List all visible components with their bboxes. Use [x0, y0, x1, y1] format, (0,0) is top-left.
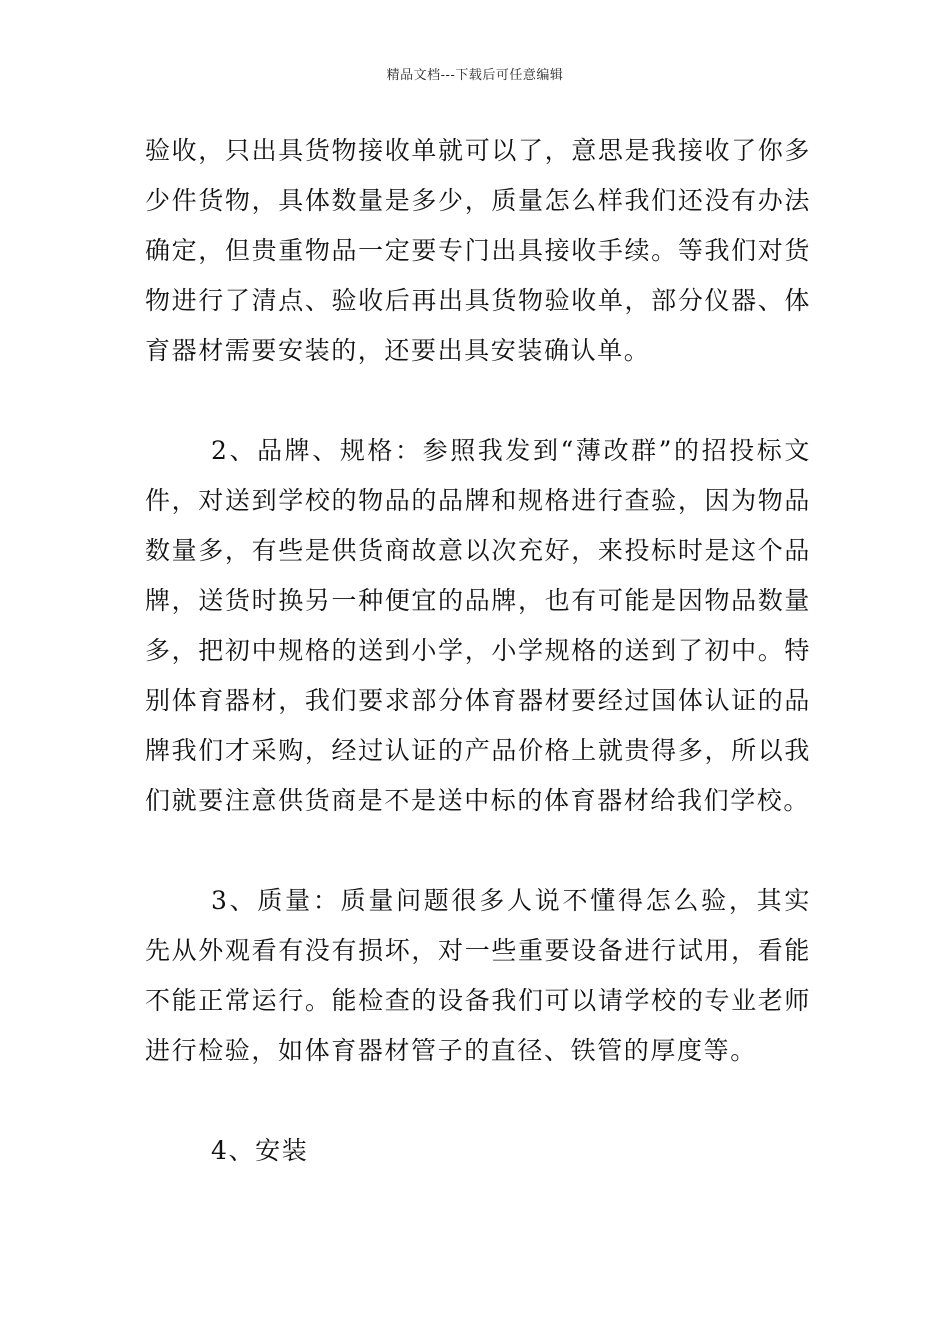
paragraph-quality: 3、质量：质量问题很多人说不懂得怎么验，其实先从外观看有没有损坏，对一些重要设备进行试用，看能不能正常运行。能检查的设备我们可以请学校的专业老师进行检验，如体育器材管子的直径、铁管的厚度等。: [145, 886, 811, 1065]
paragraph-brand-spec: 2、品牌、规格：参照我发到“薄改群”的招投标文件，对送到学校的物品的品牌和规格进行查验，因为物品数量多，有些是供货商故意以次充好，来投标时是这个品牌，送货时换另一种便宜的品牌，也有可能是因物品数量多，把初中规格的送到小学，小学规格的送到了初中。特别体育器材，我们要求部分体育器材要经过国体认证的品牌我们才采购，经过认证的产品价格上就贵得多，所以我们就要注意供货商是不是送中标的体育器材给我们学校。: [145, 436, 811, 815]
paragraph-spacer: [145, 376, 811, 426]
page-header: 精品文档---下载后可任意编辑: [386, 68, 564, 83]
section-heading-installation: 4、安装: [211, 1136, 309, 1165]
document-body: [145, 126, 811, 1176]
paragraph-spacer: [145, 1076, 811, 1126]
paragraph-spacer: [145, 826, 811, 876]
paragraph-acceptance-continued: 验收，只出具货物接收单就可以了，意思是我接收了你多少件货物，具体数量是多少，质量怎么样我们还没有办法确定，但贵重物品一定要专门出具接收手续。等我们对货物进行了清点、验收后再出具货物验收单，部分仪器、体育器材需要安装的，还要出具安装确认单。: [145, 136, 811, 365]
